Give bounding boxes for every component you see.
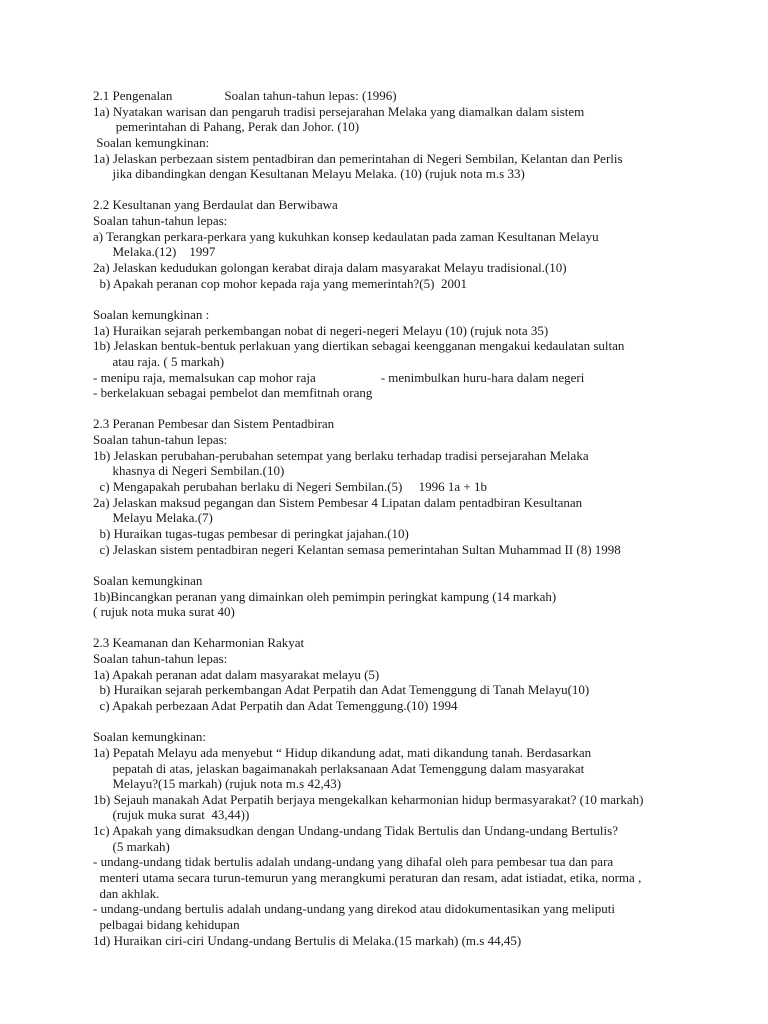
text-line: b) Apakah peranan cop mohor kepada raja yang memerintah?(5) 2001: [93, 275, 467, 291]
text-line: - menipu raja, memalsukan cap mohor raja - menimbulkan huru-hara dalam negeri: [93, 369, 585, 385]
text-line: 1b) Jelaskan bentuk-bentuk perlakuan yang diertikan sebagai keengganan mengakui kedaulatan sultan: [93, 338, 625, 354]
text-line: Soalan kemungkinan:: [93, 729, 207, 745]
text-line: Soalan kemungkinan :: [93, 306, 210, 322]
text-line: 2.1 Pengenalan Soalan tahun-tahun lepas: (1996): [93, 88, 397, 103]
text-line: 2.2 Kesultanan yang Berdaulat dan Berwibawa: [93, 197, 338, 213]
text-line: Melayu?(15 markah) (rujuk nota m.s 42,43): [93, 776, 342, 792]
text-line: Soalan tahun-tahun lepas:: [93, 651, 228, 667]
text-line: Soalan kemungkinan:: [93, 134, 210, 150]
text-line: khasnya di Negeri Sembilan.(10): [93, 463, 285, 479]
text-line: a) Terangkan perkara-perkara yang kukuhkan konsep kedaulatan pada zaman Kesultanan Melayu: [93, 228, 599, 244]
text-line: dan akhlak.: [93, 885, 160, 901]
text-line: 1a) Pepatah Melayu ada menyebut “ Hidup dikandung adat, mati dikandung tanah. Berdasarkan: [93, 744, 592, 760]
text-line: 1d) Huraikan ciri-ciri Undang-undang Bertulis di Melaka.(15 markah) (m.s 44,45): [93, 932, 522, 948]
text-line: pepatah di atas, jelaskan bagaimanakah perlaksanaan Adat Temenggung dalam masyarakat: [93, 760, 585, 776]
text-line: 1a) Nyatakan warisan dan pengaruh tradisi persejarahan Melaka yang diamalkan dalam sistem: [93, 103, 585, 119]
text-line: 2a) Jelaskan maksud pegangan dan Sistem Pembesar 4 Lipatan dalam pentadbiran Kesultanan: [93, 494, 583, 510]
text-line: 1b) Jelaskan perubahan-perubahan setempat yang berlaku terhadap tradisi persejarahan Melaka: [93, 447, 589, 463]
text-line: b) Huraikan sejarah perkembangan Adat Perpatih dan Adat Temenggung di Tanah Melayu(10): [93, 682, 590, 698]
blank-line: [93, 714, 733, 730]
text-line: 1a) Huraikan sejarah perkembangan nobat di negeri-negeri Melayu (10) (rujuk nota 35): [93, 322, 549, 338]
text-line: c) Mengapakah perubahan berlaku di Negeri Sembilan.(5) 1996 1a + 1b: [93, 479, 487, 495]
text-line: Soalan tahun-tahun lepas:: [93, 432, 228, 448]
text-line: menteri utama secara turun-temurun yang merangkumi peraturan dan resam, adat istiadat, etika, norma ,: [93, 870, 642, 886]
text-line: (rujuk muka surat 43,44)): [93, 807, 250, 823]
text-line: Melaka.(12) 1997: [93, 244, 216, 260]
text-line: pelbagai bidang kehidupan: [93, 916, 240, 932]
text-line: - undang-undang bertulis adalah undang-undang yang direkod atau didokumentasikan yang meliputi: [93, 901, 616, 917]
text-line: c) Apakah perbezaan Adat Perpatih dan Adat Temenggung.(10) 1994: [93, 697, 458, 713]
text-line: 1a) Apakah peranan adat dalam masyarakat melayu (5): [93, 666, 380, 682]
text-line: pemerintahan di Pahang, Perak dan Johor. (10): [93, 119, 360, 135]
text-line: 1b)Bincangkan peranan yang dimainkan oleh pemimpin peringkat kampung (14 markah): [93, 588, 557, 604]
text-line: 1b) Sejauh manakah Adat Perpatih berjaya mengekalkan keharmonian hidup bermasyarakat? (10 markah): [93, 791, 644, 807]
text-line: Melayu Melaka.(7): [93, 510, 213, 526]
text-line: 2.3 Keamanan dan Keharmonian Rakyat: [93, 635, 305, 651]
text-line: 2.3 Peranan Pembesar dan Sistem Pentadbiran: [93, 416, 335, 432]
text-line: Soalan tahun-tahun lepas:: [93, 213, 228, 229]
document-page: [93, 88, 733, 948]
text-line: c) Jelaskan sistem pentadbiran negeri Kelantan semasa pemerintahan Sultan Muhammad II (8) 1998: [93, 541, 621, 557]
text-line: atau raja. ( 5 markah): [93, 353, 225, 369]
text-line: jika dibandingkan dengan Kesultanan Melayu Melaka. (10) (rujuk nota m.s 33): [93, 166, 525, 182]
text-line: Soalan kemungkinan: [93, 572, 203, 588]
blank-line: [93, 557, 733, 573]
text-line: 2a) Jelaskan kedudukan golongan kerabat diraja dalam masyarakat Melayu tradisional.(10): [93, 260, 567, 276]
blank-line: [93, 401, 733, 417]
text-line: - undang-undang tidak bertulis adalah undang-undang yang dihafal oleh para pembesar tua dan para: [93, 854, 614, 870]
text-line: 1c) Apakah yang dimaksudkan dengan Undang-undang Tidak Bertulis dan Undang-undang Bertulis?: [93, 823, 618, 839]
text-line: 1a) Jelaskan perbezaan sistem pentadbiran dan pemerintahan di Negeri Sembilan, Kelantan dan Perlis: [93, 150, 623, 166]
text-line: ( rujuk nota muka surat 40): [93, 604, 235, 620]
blank-line: [93, 620, 733, 636]
text-line: (5 markah): [93, 838, 170, 854]
text-line: b) Huraikan tugas-tugas pembesar di peringkat jajahan.(10): [93, 525, 409, 541]
text-line: - berkelakuan sebagai pembelot dan memfitnah orang: [93, 385, 373, 401]
blank-line: [93, 291, 733, 307]
blank-line: [93, 182, 733, 198]
